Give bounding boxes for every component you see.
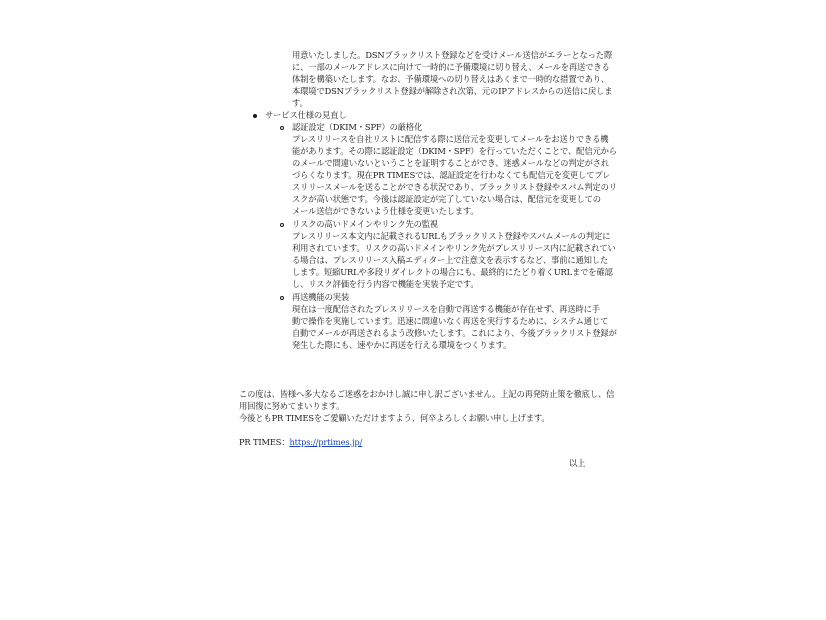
paragraph-line: す。: [292, 98, 308, 108]
item-line: づらくなります。現在PR TIMESでは、認証設定を行わなくても配信元を変更してプレ: [292, 170, 611, 180]
bullet-circle-icon: [280, 296, 284, 300]
item-line: 自動でメールが再送されるよう改修いたします。これにより、今後ブラックリスト登録が: [292, 328, 617, 338]
item-title: リスクの高いドメインやリンク先の監視: [292, 219, 439, 229]
closing-line: 今後ともPR TIMESをご愛顧いただけますよう、何卒よろしくお願い申し上げます。: [239, 413, 550, 423]
paragraph-line: に、一部のメールアドレスに向けて一時的に予備環境に切り替え、メールを再送できる: [292, 62, 610, 72]
item-line: 能があります。その際に認証設定（DKIM・SPF）を行っていただくことで、配信元から: [292, 146, 617, 156]
item-title: 再送機能の実装: [292, 292, 350, 302]
site-reference: [239, 436, 362, 448]
paragraph-line: 体制を構築いたします。なお、予備環境への切り替えはあくまで一時的な措置であり、: [292, 74, 610, 84]
closing-line: この度は、皆様へ多大なるご迷惑をおかけし誠に申し訳ございません。上記の再発防止策を徹底し、信: [239, 389, 615, 399]
item-line: 利用されています。リスクの高いドメインやリンク先がプレスリリース内に記載されてい: [292, 243, 616, 253]
end-mark: 以上: [569, 458, 586, 468]
paragraph-line: 本環境でDSNブラックリスト登録が解除され次第、元のIPアドレスからの送信に戻しま: [292, 86, 613, 96]
item-line: スクが高い状態です。今後は認証設定が完了していない場合は、配信元を変更しての: [292, 194, 601, 204]
section-title: サービス仕様の見直し: [265, 110, 347, 120]
item-line: メール送信ができないよう仕様を変更いたします。: [292, 206, 479, 216]
bullet-circle-icon: [280, 126, 284, 130]
item-line: 現在は一度配信されたプレスリリースを自動で再送する機能が存在せず、再送時に手: [292, 304, 600, 314]
item-line: プレスリリースを自社リストに配信する際に送信元を変更してメールをお送りできる機: [292, 134, 609, 144]
bullet-disc-icon: [253, 114, 257, 118]
item-line: スリリースメールを送ることができる状況であり、ブラックリスト登録やスパム判定のリ: [292, 182, 617, 192]
prtimes-link[interactable]: https://prtimes.jp/: [289, 437, 363, 447]
site-label: PR TIMES：: [239, 437, 290, 447]
item-line: します。短縮URLや多段リダイレクトの場合にも、最終的にたどり着くURLまでを確認: [292, 267, 613, 277]
item-title: 認証設定（DKIM・SPF）の厳格化: [292, 122, 423, 132]
item-line: 動で操作を実施しています。迅速に間違いなく再送を実行するために、システム通じて: [292, 316, 609, 326]
item-line: プレスリリース本文内に記載されるURLもブラックリスト登録やスパムメールの判定に: [292, 231, 611, 241]
item-line: し、リスク評価を行う内容で機能を実装予定です。: [292, 279, 479, 289]
closing-line: 用回復に努めてまいります。: [239, 401, 345, 411]
item-line: る場合は、プレスリリース入稿エディター上で注意文を表示するなど、事前に通知した: [292, 255, 609, 265]
bullet-circle-icon: [280, 223, 284, 227]
item-line: 発生した際にも、速やかに再送を行える環境をつくります。: [292, 340, 512, 350]
item-line: のメールで間違いないということを証明することができ、迷惑メールなどの判定がされ: [292, 158, 610, 168]
paragraph-line: 用意いたしました。DSNブラックリスト登録などを受けメール送信がエラーとなった際: [292, 50, 613, 60]
